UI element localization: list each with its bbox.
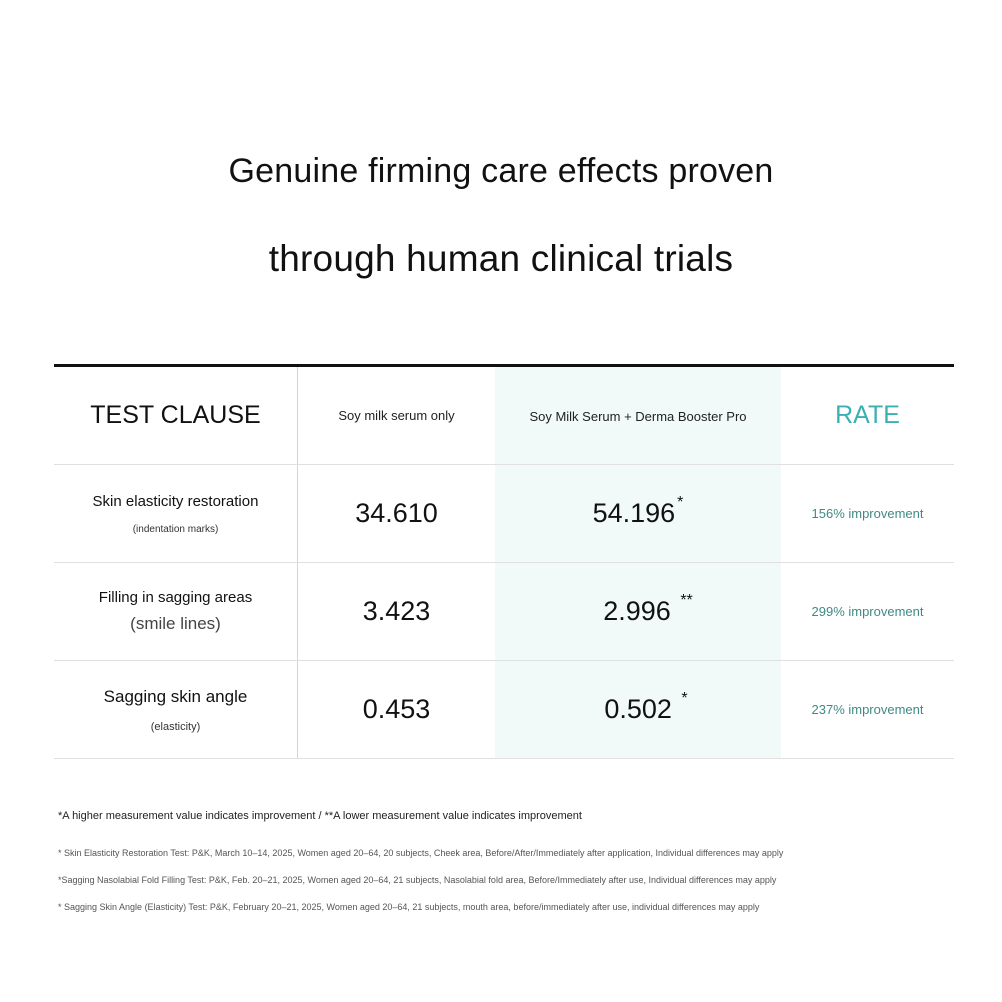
row-elasticity-clause <box>54 465 297 562</box>
headline-line-1: Genuine firming care effects proven <box>228 152 774 190</box>
value-serum-only: 0.453 <box>362 694 431 724</box>
clause-subtitle: (smile lines) <box>130 614 221 633</box>
row-skin-angle-clause <box>54 661 297 758</box>
rate-value: 299% improvement <box>811 604 924 619</box>
header-test-clause <box>54 367 297 464</box>
row-sagging-fill-value-b <box>495 563 781 660</box>
row-elasticity-rate <box>781 465 954 562</box>
value-serum-booster <box>592 494 684 529</box>
value-serum-booster <box>603 592 693 627</box>
header-serum-booster-label: Soy Milk Serum + Derma Booster Pro <box>529 409 747 424</box>
value-footnote-mark: * <box>677 494 684 511</box>
footnote-nasolabial-test: *Sagging Nasolabial Fold Filling Test: P&K, Feb. 20–21, 2025, Women aged 20–64, 21 subjects, Nasolabial fold area, Before/Immediately after use, Individual differences may apply <box>58 875 777 885</box>
header-test-clause-label: TEST CLAUSE <box>90 401 261 429</box>
rate-value: 237% improvement <box>811 702 924 717</box>
row-skin-angle-value-a <box>298 661 495 758</box>
row-skin-angle-value-b <box>495 661 781 758</box>
row-elasticity-value-a <box>298 465 495 562</box>
row-skin-angle-rate <box>781 661 954 758</box>
header-rate <box>781 367 954 464</box>
row-sagging-fill-clause <box>54 563 297 660</box>
value-serum-booster <box>604 690 688 725</box>
clause-title: Skin elasticity restoration <box>92 492 259 510</box>
footnote-elasticity-test: * Skin Elasticity Restoration Test: P&K, March 10–14, 2025, Women aged 20–64, 20 subjects, Cheek area, Before/After/Immediately after application, Individual differences may apply <box>58 848 784 858</box>
row-divider <box>54 758 954 759</box>
row-sagging-fill-value-a <box>298 563 495 660</box>
clinical-results-table <box>54 364 954 761</box>
value-serum-only: 3.423 <box>362 596 431 626</box>
rate-value: 156% improvement <box>811 506 924 521</box>
value-footnote-mark: ** <box>680 592 693 609</box>
clause-subtitle: (elasticity) <box>150 720 201 733</box>
value-serum-only: 34.610 <box>355 498 438 528</box>
value-number: 2.996 <box>603 596 671 626</box>
clause-subtitle: (indentation marks) <box>132 523 219 535</box>
footnote-angle-test: * Sagging Skin Angle (Elasticity) Test: P&K, February 20–21, 2025, Women aged 20–64, 21 subjects, mouth area, before/immediately after use, individual differences may apply <box>58 902 760 912</box>
row-sagging-fill-rate <box>781 563 954 660</box>
row-elasticity-value-b <box>495 465 781 562</box>
header-serum-booster <box>495 367 781 464</box>
header-serum-only <box>298 367 495 464</box>
clause-title: Filling in sagging areas <box>98 589 253 606</box>
footnote-legend: *A higher measurement value indicates improvement / **A lower measurement value indicates improvement <box>58 810 582 822</box>
footnotes <box>58 810 958 929</box>
clause-title: Sagging skin angle <box>103 686 248 706</box>
headline-line-2: through human clinical trials <box>268 238 734 279</box>
value-number: 54.196 <box>592 498 676 528</box>
value-number: 0.502 <box>604 694 672 724</box>
header-rate-label: RATE <box>835 401 900 429</box>
value-footnote-mark: * <box>681 690 688 707</box>
header-serum-only-label: Soy milk serum only <box>338 408 455 423</box>
